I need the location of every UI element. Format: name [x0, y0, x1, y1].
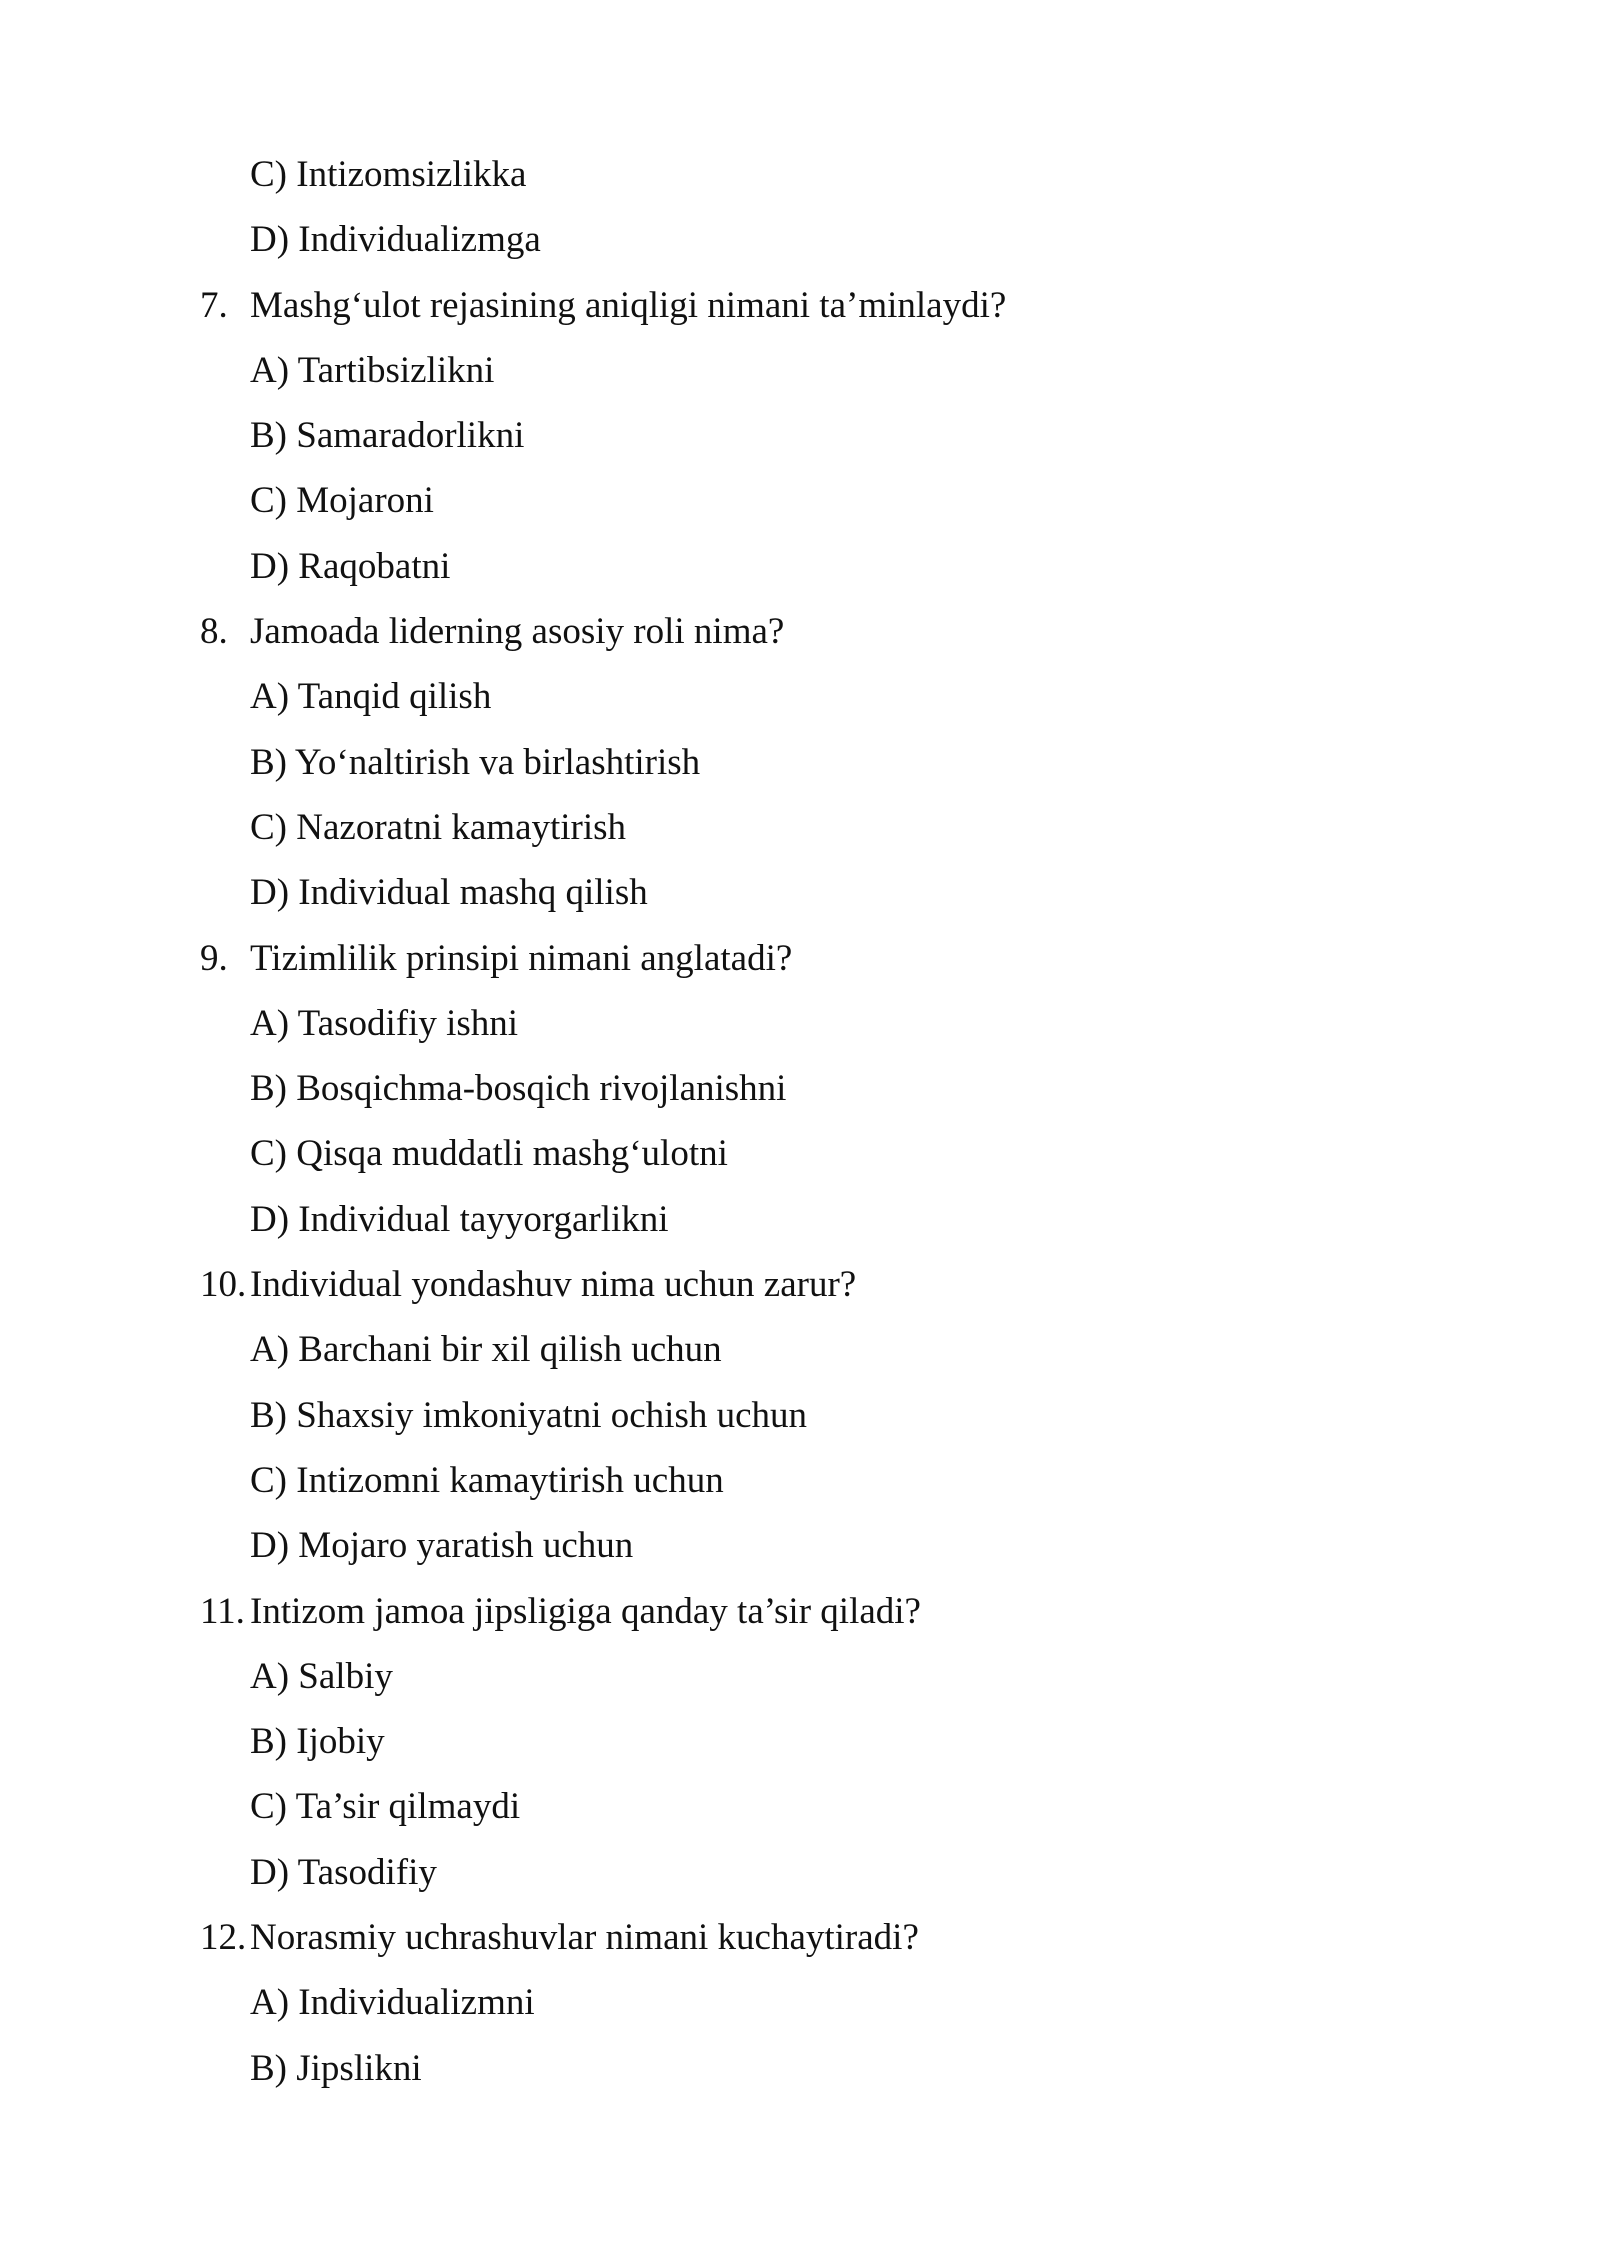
option-line [0, 1056, 1600, 1121]
option-text: B) Bosqichma-bosqich rivojlanishni [250, 1068, 787, 1110]
question-number: 10. [200, 1264, 247, 1306]
question-text: Norasmiy uchrashuvlar nimani kuchaytiradi? [250, 1917, 919, 1959]
question-number: 9. [200, 937, 228, 979]
question-10 [0, 1252, 1600, 1317]
option-line [0, 403, 1600, 468]
option-text: A) Salbiy [250, 1655, 393, 1697]
option-line [0, 2036, 1600, 2101]
question-9 [0, 926, 1600, 991]
option-text: D) Individualizmga [250, 219, 541, 261]
question-8 [0, 599, 1600, 664]
option-text: A) Barchani bir xil qilish uchun [250, 1329, 722, 1371]
option-text: C) Nazoratni kamaytirish [250, 806, 627, 848]
option-line [0, 1970, 1600, 2035]
option-line [0, 1774, 1600, 1839]
option-line [0, 142, 1600, 207]
option-line [0, 730, 1600, 795]
option-text: B) Yo‘naltirish va birlashtirish [250, 741, 701, 783]
option-text: A) Individualizmni [250, 1982, 535, 2024]
option-line [0, 534, 1600, 599]
option-line [0, 1644, 1600, 1709]
option-text: B) Ijobiy [250, 1721, 385, 1763]
option-line [0, 1709, 1600, 1774]
option-text: D) Mojaro yaratish uchun [250, 1525, 634, 1567]
option-line [0, 1448, 1600, 1513]
option-text: A) Tasodifiy ishni [250, 1002, 519, 1044]
question-12 [0, 1905, 1600, 1970]
option-text: C) Intizomni kamaytirish uchun [250, 1459, 724, 1501]
question-number: 8. [200, 611, 228, 653]
option-text: D) Tasodifiy [250, 1851, 437, 1893]
option-text: D) Individual tayyorgarlikni [250, 1198, 669, 1240]
option-line [0, 338, 1600, 403]
question-text: Intizom jamoa jipsligiga qanday ta’sir qiladi? [250, 1590, 921, 1632]
question-number: 7. [200, 284, 228, 326]
option-line [0, 860, 1600, 925]
option-line [0, 207, 1600, 272]
option-line [0, 468, 1600, 533]
option-text: B) Shaxsiy imkoniyatni ochish uchun [250, 1394, 808, 1436]
option-line [0, 1317, 1600, 1382]
option-text: C) Ta’sir qilmaydi [250, 1786, 521, 1828]
option-line [0, 1513, 1600, 1578]
question-number: 12. [200, 1917, 247, 1959]
option-text: C) Mojaroni [250, 480, 434, 522]
option-text: D) Individual mashq qilish [250, 872, 648, 914]
question-7 [0, 273, 1600, 338]
option-line [0, 1840, 1600, 1905]
option-text: B) Samaradorlikni [250, 415, 525, 457]
option-text: A) Tanqid qilish [250, 676, 492, 718]
option-text: D) Raqobatni [250, 545, 451, 587]
option-text: C) Qisqa muddatli mashg‘ulotni [250, 1133, 728, 1175]
option-text: B) Jipslikni [250, 2047, 422, 2089]
option-line [0, 664, 1600, 729]
question-11 [0, 1579, 1600, 1644]
quiz-content [0, 142, 1600, 2101]
option-text: C) Intizomsizlikka [250, 154, 527, 195]
option-line [0, 1187, 1600, 1252]
option-line [0, 1121, 1600, 1186]
question-text: Individual yondashuv nima uchun zarur? [250, 1264, 857, 1306]
option-line [0, 1383, 1600, 1448]
question-number: 11. [200, 1590, 245, 1632]
question-text: Jamoada liderning asosiy roli nima? [250, 611, 785, 653]
question-text: Tizimlilik prinsipi nimani anglatadi? [250, 937, 793, 979]
question-text: Mashg‘ulot rejasining aniqligi nimani ta’minlaydi? [250, 284, 1007, 326]
option-line [0, 795, 1600, 860]
option-text: A) Tartibsizlikni [250, 349, 495, 391]
option-line [0, 991, 1600, 1056]
